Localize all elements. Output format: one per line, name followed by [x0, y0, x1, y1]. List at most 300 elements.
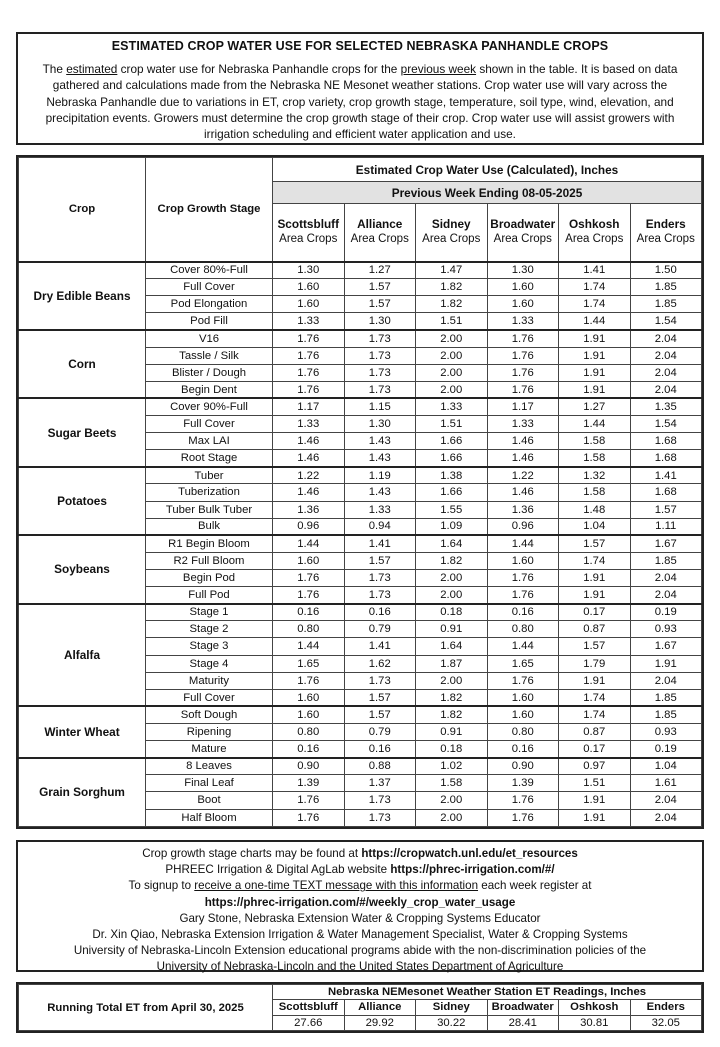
water-use-value: 2.04 — [630, 330, 702, 347]
water-use-value: 1.46 — [487, 433, 559, 450]
water-use-value: 0.80 — [273, 621, 345, 638]
water-use-value: 2.00 — [416, 347, 488, 364]
water-use-value: 2.00 — [416, 672, 488, 689]
water-use-value: 0.91 — [416, 723, 488, 740]
intro-paragraph — [26, 61, 694, 142]
growth-stage: Cover 90%-Full — [146, 398, 273, 415]
crop-name: Corn — [19, 330, 146, 398]
water-use-value: 0.80 — [273, 723, 345, 740]
water-use-value: 0.94 — [344, 518, 416, 535]
growth-stage: Final Leaf — [146, 775, 273, 792]
info-line-1-text: Crop growth stage charts may be found at — [142, 847, 362, 860]
table-row — [19, 706, 702, 723]
info-line-3-text-b: each week register at — [478, 879, 592, 893]
water-use-value: 1.33 — [273, 415, 345, 432]
growth-stage: Tassle / Silk — [146, 347, 273, 364]
info-line-6: Dr. Xin Qiao, Nebraska Extension Irrigation & Water Management Specialist, Water & Cropping Systems — [92, 928, 628, 942]
water-use-value: 2.04 — [630, 364, 702, 381]
week-ending-label: Previous Week Ending 08-05-2025 — [273, 182, 702, 204]
water-use-value: 1.73 — [344, 330, 416, 347]
water-use-value: 1.17 — [273, 398, 345, 415]
water-use-value: 1.43 — [344, 484, 416, 501]
water-use-value: 1.60 — [273, 706, 345, 723]
water-use-value: 1.46 — [487, 484, 559, 501]
water-use-value: 1.76 — [487, 381, 559, 398]
table-row — [19, 398, 702, 415]
station-area-label: Area Crops — [565, 233, 624, 246]
water-use-value: 1.79 — [559, 655, 631, 672]
water-use-value: 1.85 — [630, 552, 702, 569]
running-total-value: 29.92 — [344, 1015, 416, 1030]
water-use-value: 1.44 — [273, 535, 345, 552]
water-use-value: 1.91 — [559, 792, 631, 809]
water-use-value: 1.82 — [416, 706, 488, 723]
water-use-value: 1.51 — [559, 775, 631, 792]
water-use-value: 1.30 — [344, 415, 416, 432]
intro-text-1: The — [42, 62, 67, 76]
water-use-value: 0.80 — [487, 723, 559, 740]
station-area-label: Area Crops — [350, 233, 409, 246]
water-use-value: 1.41 — [559, 262, 631, 279]
water-use-value: 1.60 — [273, 689, 345, 706]
water-use-value: 0.16 — [273, 741, 345, 758]
water-use-value: 1.76 — [487, 672, 559, 689]
station-header — [344, 204, 416, 262]
water-use-value: 2.00 — [416, 381, 488, 398]
growth-stage: Cover 80%-Full — [146, 262, 273, 279]
station-name: Enders — [645, 217, 686, 232]
growth-stage: Ripening — [146, 723, 273, 740]
water-use-value: 0.16 — [273, 604, 345, 621]
water-use-value: 1.64 — [416, 638, 488, 655]
water-use-value: 1.76 — [487, 330, 559, 347]
water-use-value: 1.58 — [416, 775, 488, 792]
info-line-5: Gary Stone, Nebraska Extension Water & Cropping Systems Educator — [179, 911, 541, 925]
running-total-box — [16, 982, 704, 1033]
running-total-value: 32.05 — [630, 1015, 702, 1030]
water-use-value: 1.60 — [273, 279, 345, 296]
water-use-value: 0.16 — [487, 741, 559, 758]
water-use-value: 1.76 — [273, 792, 345, 809]
info-line-3-underlined: receive a one-time TEXT message with this information — [194, 879, 479, 893]
water-use-value: 1.74 — [559, 552, 631, 569]
water-use-value: 1.73 — [344, 672, 416, 689]
water-use-value: 1.76 — [487, 364, 559, 381]
water-use-value: 1.33 — [344, 501, 416, 518]
water-use-value: 2.04 — [630, 587, 702, 604]
water-use-value: 1.61 — [630, 775, 702, 792]
table-row — [19, 262, 702, 279]
table-row — [19, 758, 702, 775]
water-use-value: 1.64 — [416, 535, 488, 552]
water-use-value: 1.73 — [344, 809, 416, 827]
water-use-value: 1.91 — [559, 330, 631, 347]
water-use-value: 1.41 — [344, 535, 416, 552]
water-use-value: 1.43 — [344, 450, 416, 467]
water-use-value: 1.85 — [630, 296, 702, 313]
water-use-value: 1.60 — [487, 552, 559, 569]
info-line-8: University of Nebraska-Lincoln and the United States Department of Agriculture — [156, 960, 564, 974]
growth-stage: R2 Full Bloom — [146, 552, 273, 569]
station-area-label: Area Crops — [422, 233, 481, 246]
water-use-value: 1.44 — [559, 313, 631, 330]
info-line-3 — [18, 878, 702, 894]
water-use-value: 1.65 — [487, 655, 559, 672]
water-use-value: 1.91 — [559, 364, 631, 381]
water-use-value: 1.46 — [273, 484, 345, 501]
water-use-value: 1.85 — [630, 706, 702, 723]
water-use-value: 0.87 — [559, 723, 631, 740]
growth-stage: Blister / Dough — [146, 364, 273, 381]
water-use-value: 1.82 — [416, 279, 488, 296]
running-station-name: Oshkosh — [559, 1000, 631, 1015]
water-use-value: 0.80 — [487, 621, 559, 638]
water-use-value: 1.47 — [416, 262, 488, 279]
running-station-name: Scottsbluff — [273, 1000, 345, 1015]
water-use-value: 1.87 — [416, 655, 488, 672]
water-use-value: 1.44 — [487, 535, 559, 552]
growth-stage: Soft Dough — [146, 706, 273, 723]
growth-stage: Max LAI — [146, 433, 273, 450]
water-use-value: 1.19 — [344, 467, 416, 484]
intro-estimated: estimated — [66, 62, 118, 76]
growth-stage: Half Bloom — [146, 809, 273, 827]
water-use-value: 1.68 — [630, 433, 702, 450]
water-use-value: 1.39 — [273, 775, 345, 792]
growth-stage: R1 Begin Bloom — [146, 535, 273, 552]
water-use-value: 1.68 — [630, 484, 702, 501]
crop-name: Winter Wheat — [19, 706, 146, 757]
growth-stage: Full Cover — [146, 689, 273, 706]
water-use-value: 1.57 — [630, 501, 702, 518]
running-station-name: Enders — [630, 1000, 702, 1015]
water-use-value: 2.00 — [416, 809, 488, 827]
water-use-value: 0.96 — [273, 518, 345, 535]
station-area-label: Area Crops — [493, 233, 552, 246]
water-use-value: 1.43 — [344, 433, 416, 450]
water-use-value: 1.38 — [416, 467, 488, 484]
growth-stage: Tuberization — [146, 484, 273, 501]
water-use-value: 1.58 — [559, 484, 631, 501]
water-use-value: 0.90 — [487, 758, 559, 775]
water-use-value: 2.04 — [630, 792, 702, 809]
station-name: Sidney — [431, 217, 471, 232]
water-use-value: 0.88 — [344, 758, 416, 775]
water-use-value: 1.76 — [273, 809, 345, 827]
water-use-value: 1.82 — [416, 689, 488, 706]
water-use-value: 2.04 — [630, 569, 702, 586]
growth-stage: V16 — [146, 330, 273, 347]
water-use-value: 1.73 — [344, 364, 416, 381]
crop-name: Alfalfa — [19, 604, 146, 707]
water-use-value: 1.22 — [273, 467, 345, 484]
water-use-value: 1.54 — [630, 415, 702, 432]
growth-stage: Stage 3 — [146, 638, 273, 655]
growth-stage: 8 Leaves — [146, 758, 273, 775]
station-header — [559, 204, 631, 262]
growth-stage: Begin Dent — [146, 381, 273, 398]
crop-name: Dry Edible Beans — [19, 262, 146, 330]
growth-stage: Stage 1 — [146, 604, 273, 621]
water-use-value: 1.66 — [416, 433, 488, 450]
water-use-value: 0.97 — [559, 758, 631, 775]
water-use-value: 1.76 — [487, 587, 559, 604]
water-use-value: 0.18 — [416, 604, 488, 621]
crop-water-use-table — [18, 157, 702, 827]
info-line-1 — [18, 846, 702, 862]
water-use-value: 0.19 — [630, 741, 702, 758]
water-use-value: 0.16 — [487, 604, 559, 621]
water-use-value: 1.76 — [273, 381, 345, 398]
water-use-value: 1.04 — [630, 758, 702, 775]
water-use-value: 1.33 — [487, 415, 559, 432]
water-use-value: 0.19 — [630, 604, 702, 621]
water-use-value: 1.76 — [487, 569, 559, 586]
signup-link[interactable]: https://phrec-irrigation.com/#/weekly_crop_water_usage — [204, 895, 516, 909]
water-use-value: 0.79 — [344, 723, 416, 740]
station-header — [416, 204, 488, 262]
growth-stage: Maturity — [146, 672, 273, 689]
running-total-title: Nebraska NEMesonet Weather Station ET Readings, Inches — [273, 985, 702, 1000]
water-use-value: 1.57 — [344, 279, 416, 296]
water-use-value: 1.91 — [559, 381, 631, 398]
water-use-value: 1.74 — [559, 706, 631, 723]
water-use-value: 1.37 — [344, 775, 416, 792]
water-use-value: 1.76 — [487, 809, 559, 827]
water-use-value: 1.11 — [630, 518, 702, 535]
water-use-value: 1.85 — [630, 279, 702, 296]
water-use-value: 1.54 — [630, 313, 702, 330]
water-use-value: 1.50 — [630, 262, 702, 279]
info-line-3-text-a: To signup to — [128, 879, 195, 893]
growth-stage: Tuber Bulk Tuber — [146, 501, 273, 518]
crop-table-body — [19, 262, 702, 827]
water-use-value: 0.96 — [487, 518, 559, 535]
water-use-value: 1.33 — [273, 313, 345, 330]
water-use-value: 1.57 — [344, 689, 416, 706]
station-area-label: Area Crops — [279, 233, 338, 246]
water-use-value: 1.91 — [559, 809, 631, 827]
growth-stage: Root Stage — [146, 450, 273, 467]
water-use-value: 1.76 — [273, 330, 345, 347]
water-use-value: 1.32 — [559, 467, 631, 484]
station-name: Scottsbluff — [277, 217, 340, 232]
growth-stage: Pod Fill — [146, 313, 273, 330]
water-use-value: 2.00 — [416, 569, 488, 586]
growth-stage: Boot — [146, 792, 273, 809]
station-area-label: Area Crops — [636, 233, 695, 246]
growth-stage: Stage 2 — [146, 621, 273, 638]
col-header-crop: Crop — [19, 158, 146, 262]
running-total-value: 30.22 — [416, 1015, 488, 1030]
running-total-label: Running Total ET from April 30, 2025 — [19, 985, 273, 1031]
growth-stage: Bulk — [146, 518, 273, 535]
running-total-value: 28.41 — [487, 1015, 559, 1030]
info-line-4 — [18, 895, 702, 911]
water-use-value: 1.41 — [630, 467, 702, 484]
phrec-website-link[interactable]: https://phrec-irrigation.com/#/ — [390, 863, 555, 877]
page-title: ESTIMATED CROP WATER USE FOR SELECTED NEBRASKA PANHANDLE CROPS — [111, 39, 609, 53]
water-use-value: 1.74 — [559, 296, 631, 313]
water-use-value: 1.51 — [416, 313, 488, 330]
info-line-2 — [18, 862, 702, 878]
water-use-value: 1.66 — [416, 450, 488, 467]
crop-name: Potatoes — [19, 467, 146, 535]
growth-stage: Full Cover — [146, 415, 273, 432]
water-use-value: 0.93 — [630, 723, 702, 740]
water-use-value: 0.17 — [559, 741, 631, 758]
water-use-value: 1.51 — [416, 415, 488, 432]
water-use-value: 1.66 — [416, 484, 488, 501]
water-use-value: 1.73 — [344, 381, 416, 398]
water-use-value: 1.30 — [487, 262, 559, 279]
water-use-value: 1.39 — [487, 775, 559, 792]
intro-previous-week: previous week — [400, 62, 477, 76]
water-use-value: 1.41 — [344, 638, 416, 655]
water-use-value: 1.67 — [630, 535, 702, 552]
running-total-value: 27.66 — [273, 1015, 345, 1030]
water-use-value: 1.76 — [273, 672, 345, 689]
water-use-value: 1.44 — [487, 638, 559, 655]
table-row — [19, 467, 702, 484]
col-header-stage: Crop Growth Stage — [146, 158, 273, 262]
water-use-value: 1.48 — [559, 501, 631, 518]
water-use-value: 1.57 — [559, 535, 631, 552]
water-use-value: 2.00 — [416, 792, 488, 809]
water-use-value: 1.02 — [416, 758, 488, 775]
table-row — [19, 330, 702, 347]
water-use-value: 1.91 — [559, 347, 631, 364]
info-line-7: University of Nebraska-Lincoln Extension educational programs abide with the non-discrimination policies of the — [73, 944, 647, 958]
water-use-value: 2.04 — [630, 381, 702, 398]
water-use-value: 1.60 — [487, 706, 559, 723]
crop-name: Grain Sorghum — [19, 758, 146, 827]
growth-stage: Full Pod — [146, 587, 273, 604]
growth-stage: Mature — [146, 741, 273, 758]
water-use-value: 1.35 — [630, 398, 702, 415]
station-name: Oshkosh — [569, 217, 620, 232]
water-use-value: 1.73 — [344, 347, 416, 364]
water-use-value: 1.74 — [559, 279, 631, 296]
water-use-value: 1.46 — [273, 433, 345, 450]
water-use-value: 1.67 — [630, 638, 702, 655]
water-use-value: 1.76 — [487, 347, 559, 364]
info-line-2-text: PHREEC Irrigation & Digital AgLab website — [165, 863, 391, 877]
water-use-value: 0.79 — [344, 621, 416, 638]
water-use-value: 1.65 — [273, 655, 345, 672]
water-use-value: 0.16 — [344, 741, 416, 758]
header-box — [16, 32, 704, 145]
station-name: Broadwater — [490, 217, 556, 232]
water-use-value: 1.33 — [416, 398, 488, 415]
cropwatch-link[interactable]: https://cropwatch.unl.edu/et_resources — [361, 847, 578, 860]
water-use-value: 2.00 — [416, 330, 488, 347]
table-title: Estimated Crop Water Use (Calculated), Inches — [273, 158, 702, 182]
running-total-table — [18, 984, 702, 1031]
water-use-value: 1.76 — [273, 364, 345, 381]
growth-stage: Stage 4 — [146, 655, 273, 672]
water-use-value: 1.73 — [344, 792, 416, 809]
water-use-value: 1.58 — [559, 450, 631, 467]
water-use-value: 1.27 — [344, 262, 416, 279]
water-use-value: 1.68 — [630, 450, 702, 467]
station-header — [630, 204, 702, 262]
crop-name: Soybeans — [19, 535, 146, 603]
water-use-value: 1.85 — [630, 689, 702, 706]
running-station-name: Broadwater — [487, 1000, 559, 1015]
water-use-value: 1.46 — [273, 450, 345, 467]
water-use-value: 1.33 — [487, 313, 559, 330]
water-use-value: 1.76 — [273, 587, 345, 604]
water-use-value: 1.57 — [344, 552, 416, 569]
intro-text-2: crop water use for Nebraska Panhandle crops for the — [117, 62, 401, 76]
water-use-value: 2.04 — [630, 347, 702, 364]
water-use-value: 0.18 — [416, 741, 488, 758]
water-use-value: 1.91 — [559, 672, 631, 689]
intro-text-3: shown in the table. It is based on data gathered and calculations made from the Nebraska NE Mesonet weather stations. Crop water use will vary across the Nebraska Panhandle due to variations in ET, crop variety, crop growth stage, temperature, soil type, wind, elevation, and precipitation events. Growers must determine the crop growth stage of their crop. Crop water use will assist growers with irrigation scheduling and efficient water application and use. — [45, 62, 678, 142]
water-use-value: 1.91 — [559, 569, 631, 586]
water-use-value: 1.73 — [344, 569, 416, 586]
water-use-value: 1.76 — [273, 347, 345, 364]
water-use-value: 1.60 — [273, 296, 345, 313]
water-use-value: 2.04 — [630, 672, 702, 689]
water-use-value: 0.90 — [273, 758, 345, 775]
water-use-value: 1.09 — [416, 518, 488, 535]
growth-stage: Tuber — [146, 467, 273, 484]
crop-name: Sugar Beets — [19, 398, 146, 466]
growth-stage: Full Cover — [146, 279, 273, 296]
water-use-value: 1.91 — [630, 655, 702, 672]
table-row — [19, 535, 702, 552]
water-use-value: 0.17 — [559, 604, 631, 621]
water-use-value: 1.15 — [344, 398, 416, 415]
water-use-value: 1.57 — [559, 638, 631, 655]
water-use-value: 1.57 — [344, 296, 416, 313]
water-use-value: 1.55 — [416, 501, 488, 518]
water-use-value: 1.60 — [487, 279, 559, 296]
water-use-value: 1.36 — [273, 501, 345, 518]
water-use-value: 1.30 — [344, 313, 416, 330]
water-use-value: 1.76 — [273, 569, 345, 586]
running-station-name: Alliance — [344, 1000, 416, 1015]
station-name: Alliance — [357, 217, 403, 232]
running-station-name: Sidney — [416, 1000, 488, 1015]
station-header — [487, 204, 559, 262]
water-use-value: 1.27 — [559, 398, 631, 415]
water-use-value: 0.93 — [630, 621, 702, 638]
water-use-value: 2.00 — [416, 587, 488, 604]
running-total-value: 30.81 — [559, 1015, 631, 1030]
water-use-value: 0.16 — [344, 604, 416, 621]
info-box — [16, 840, 704, 972]
water-use-value: 0.91 — [416, 621, 488, 638]
water-use-value: 1.17 — [487, 398, 559, 415]
water-use-value: 0.87 — [559, 621, 631, 638]
water-use-value: 1.73 — [344, 587, 416, 604]
water-use-value: 1.60 — [487, 689, 559, 706]
water-use-value: 1.82 — [416, 552, 488, 569]
water-use-value: 1.57 — [344, 706, 416, 723]
water-use-value: 1.91 — [559, 587, 631, 604]
table-row — [19, 604, 702, 621]
water-use-value: 1.82 — [416, 296, 488, 313]
growth-stage: Begin Pod — [146, 569, 273, 586]
water-use-value: 1.60 — [273, 552, 345, 569]
water-use-value: 1.46 — [487, 450, 559, 467]
crop-water-use-table-box — [16, 155, 704, 829]
water-use-value: 1.74 — [559, 689, 631, 706]
water-use-value: 1.60 — [487, 296, 559, 313]
